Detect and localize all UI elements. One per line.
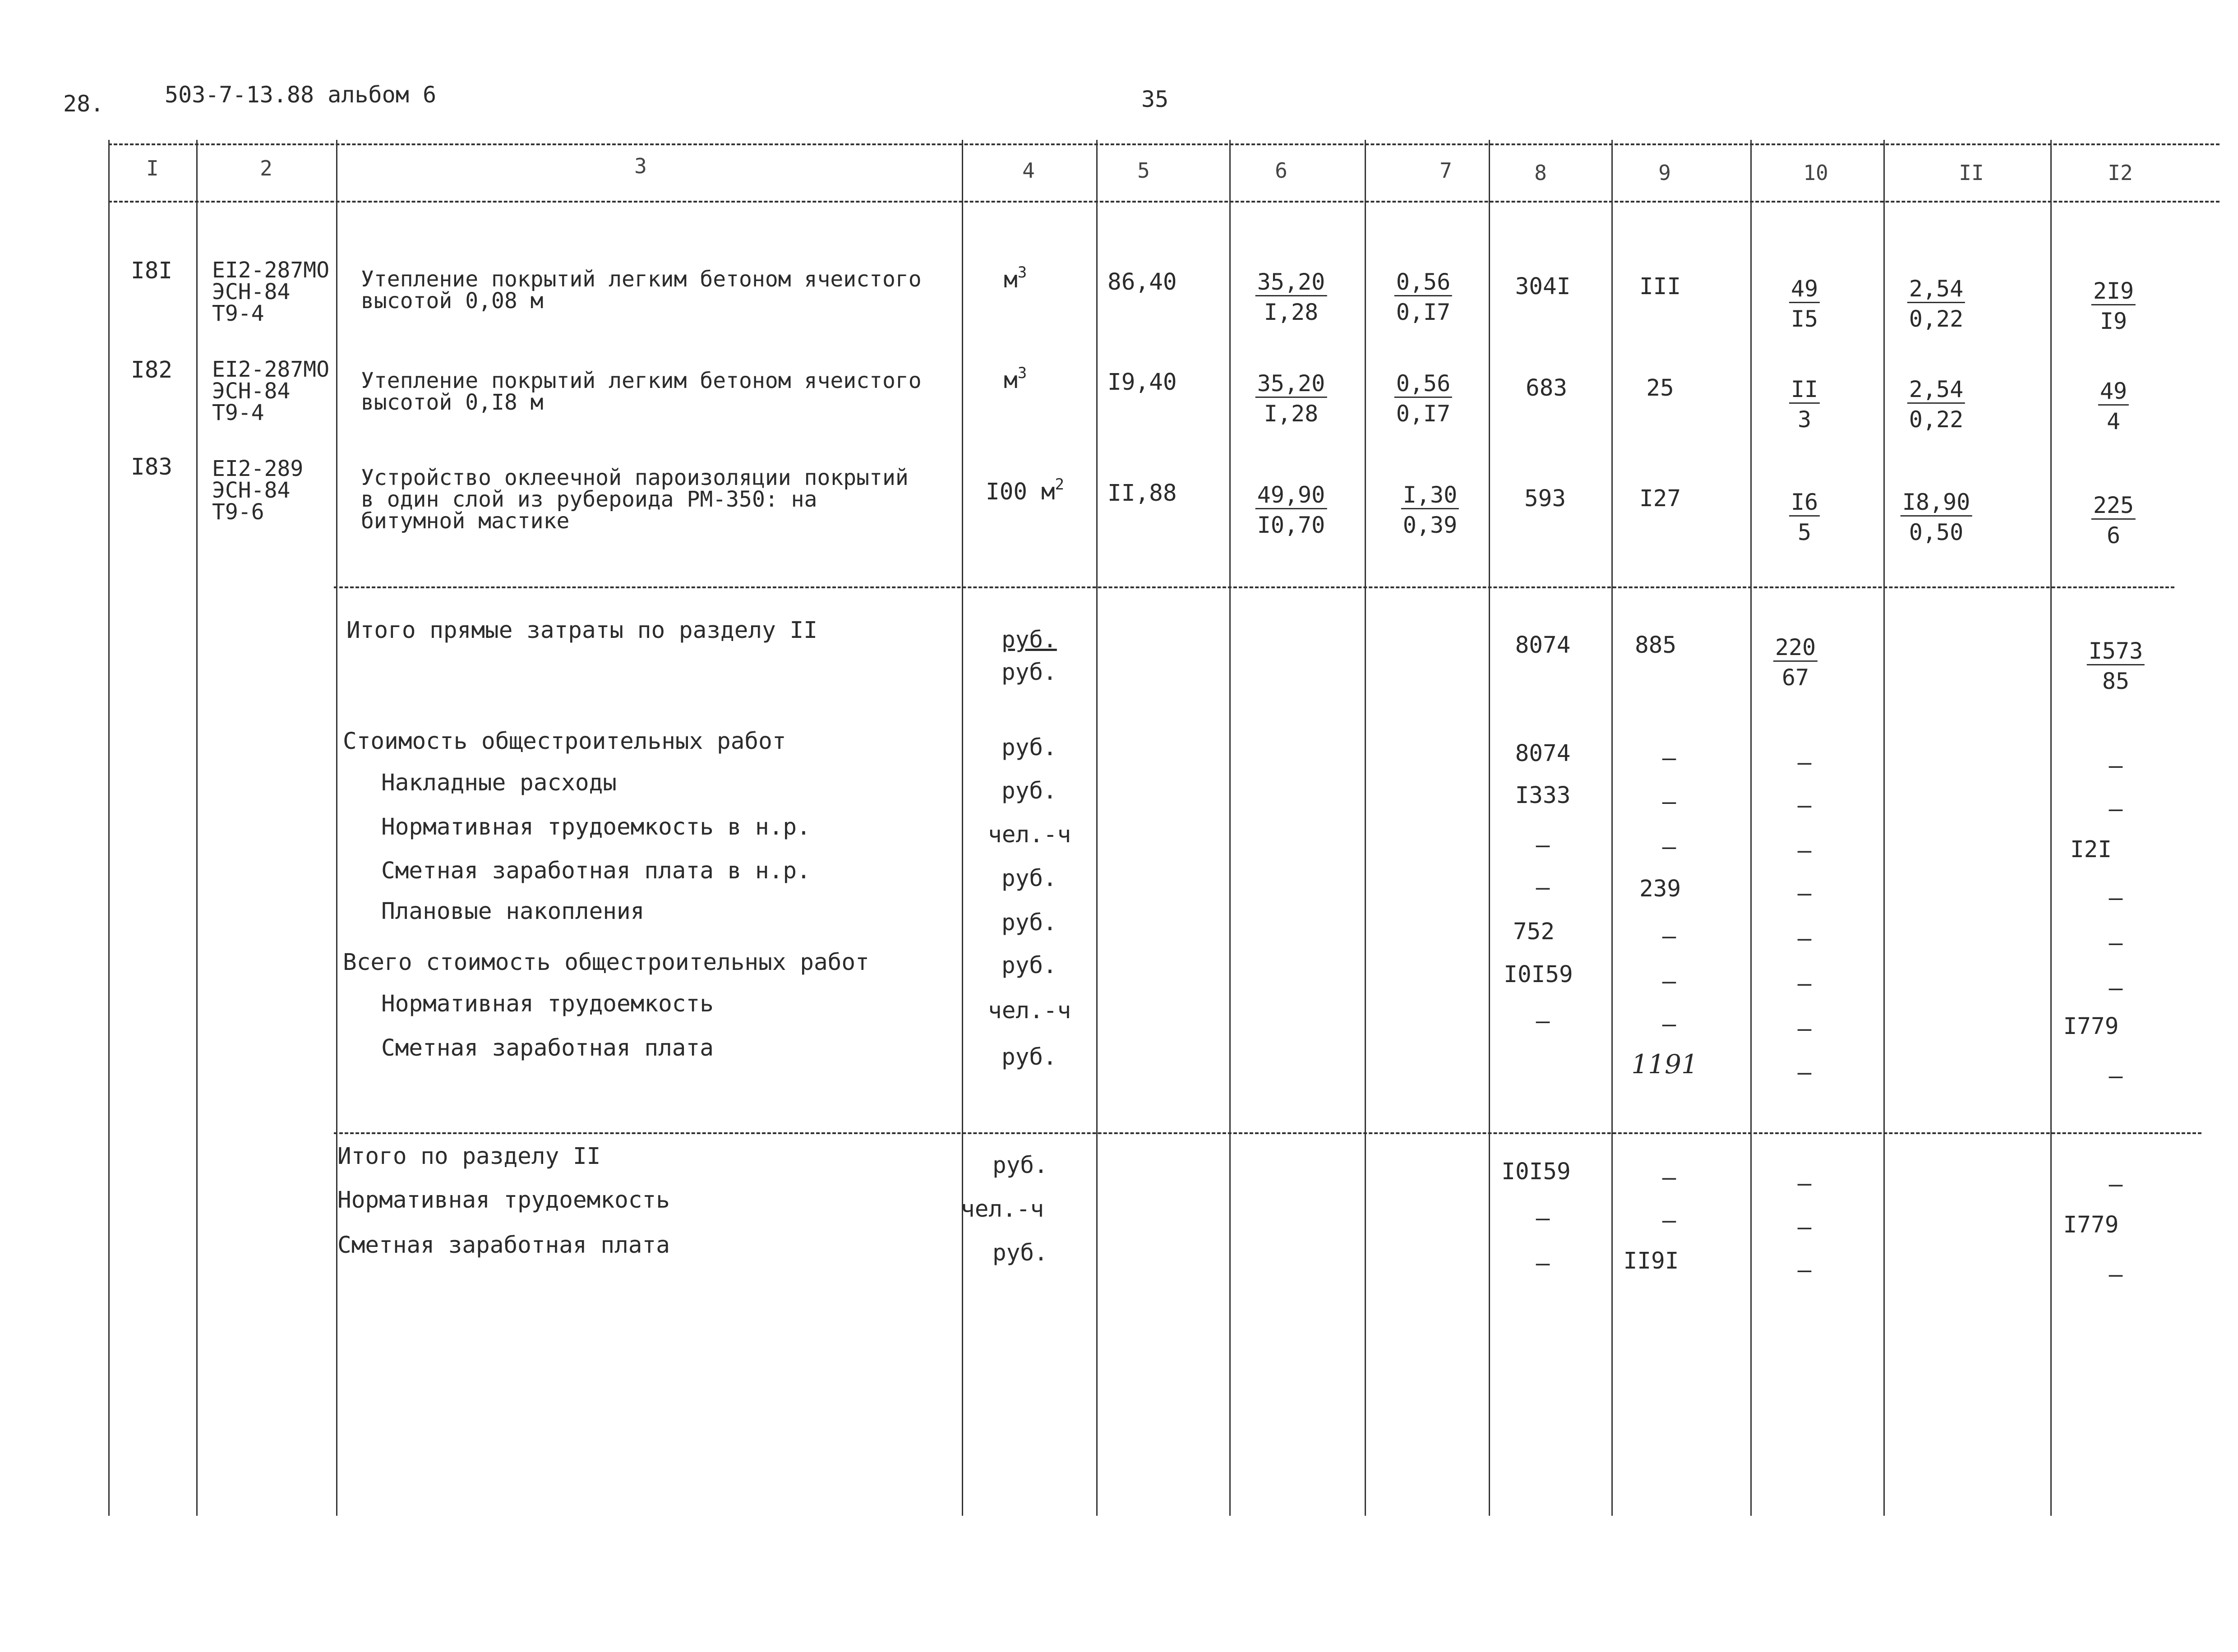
column-number: 4: [1022, 158, 1035, 183]
column-number: 6: [1275, 158, 1287, 183]
labour-total: $\frac{225}{6}$: [2091, 494, 2136, 547]
summary-label: Плановые накопления: [381, 898, 645, 925]
summary-c12: –: [2109, 1063, 2123, 1089]
summary-c10: –: [1797, 792, 1812, 819]
norm-code: EI2-287MO ЭCH-84 T9-4: [212, 258, 330, 326]
summary-label: Сметная заработная плата в н.р.: [381, 858, 811, 884]
summary-unit: руб.: [992, 1240, 1048, 1266]
summary-c9: –: [1662, 968, 1676, 995]
summary-unit: руб.: [1001, 627, 1057, 653]
summary-c8: I333: [1515, 782, 1571, 809]
summary-unit: чел.-ч: [961, 1196, 1044, 1223]
summary-label: Итого по разделу II: [337, 1143, 601, 1170]
summary-label: Итого прямые затраты по разделу II: [346, 617, 817, 644]
unit: $м^3$: [1004, 364, 1027, 394]
work-description: Устройство оклеечной пароизоляции покрытий в один слой из рубероида PM-350: на битумной мастике: [361, 465, 909, 534]
work-description: Утепление покрытий легким бетоном ячеистого высотой 0,I8 м: [361, 368, 922, 415]
summary-c9: –: [1662, 745, 1676, 771]
summary-label: Всего стоимость общестроительных работ: [343, 949, 869, 976]
quantity: I9,40: [1107, 369, 1177, 396]
summary-c8: –: [1536, 1205, 1550, 1232]
summary-c10: –: [1797, 749, 1812, 776]
unit-cost-machines: $\frac{0,56}{0,I7}$: [1394, 372, 1452, 425]
machines-cost: $\frac{II}{3}$: [1789, 378, 1820, 431]
quantity: 86,40: [1107, 269, 1177, 295]
summary-c12: I779: [2063, 1013, 2119, 1040]
summary-c10: –: [1797, 1059, 1812, 1086]
column-number: I2: [2108, 161, 2133, 185]
summary-unit: чел.-ч: [988, 997, 1071, 1024]
summary-c8: I0I59: [1504, 961, 1573, 988]
norm-code: EI2-289 ЭCH-84 T9-6: [212, 456, 304, 525]
summary-c12: –: [2109, 752, 2123, 779]
summary-c12: –: [2109, 885, 2123, 911]
wages: 25: [1646, 375, 1674, 401]
unit-cost-machines: $\frac{0,56}{0,I7}$: [1394, 271, 1452, 323]
summary-unit: руб.: [1001, 659, 1057, 686]
summary-label: Сметная заработная плата: [381, 1035, 714, 1061]
summary-unit: руб.: [1001, 952, 1057, 979]
unit-cost: $\frac{35,20}{I,28}$: [1255, 271, 1327, 323]
unit: I00 $м^2$: [986, 475, 1065, 505]
wages: III: [1639, 273, 1681, 300]
summary-unit: руб.: [1001, 909, 1057, 936]
labour-per-unit: $\frac{2,54}{0,22}$: [1907, 277, 1965, 330]
summary-c10: –: [1797, 837, 1812, 864]
column-number: II: [1959, 161, 1984, 185]
summary-c8: 8074: [1515, 632, 1571, 659]
summary-unit: руб.: [992, 1152, 1048, 1179]
summary-c10: –: [1797, 1257, 1812, 1283]
column-number: 7: [1440, 158, 1452, 183]
summary-c9: 885: [1634, 632, 1677, 659]
summary-c9-handwritten: 1191: [1631, 1049, 1698, 1080]
unit-cost: $\frac{35,20}{I,28}$: [1255, 372, 1327, 425]
row-number: I82: [131, 357, 173, 383]
summary-c10: –: [1797, 1015, 1812, 1042]
wages: I27: [1639, 485, 1681, 512]
summary-c10: –: [1797, 1170, 1812, 1197]
work-description: Утепление покрытий легким бетоном ячеистого высотой 0,08 м: [361, 267, 922, 314]
summary-c10: –: [1797, 880, 1812, 907]
summary-c12: –: [2109, 975, 2123, 1001]
summary-c10: –: [1797, 970, 1812, 997]
column-number: 9: [1658, 161, 1671, 185]
labour-total: $\frac{49}{4}$: [2098, 380, 2129, 433]
column-number: 10: [1803, 161, 1828, 185]
summary-c9: II9I: [1623, 1248, 1679, 1274]
summary-c8: –: [1536, 1008, 1550, 1034]
summary-c9: –: [1662, 789, 1676, 815]
column-number: 8: [1534, 161, 1547, 185]
column-number: 3: [634, 154, 647, 178]
machines-cost: $\frac{49}{I5}$: [1789, 277, 1820, 330]
summary-unit: руб.: [1001, 734, 1057, 761]
quantity: II,88: [1107, 480, 1177, 507]
norm-code: EI2-287MO ЭCH-84 T9-4: [212, 357, 330, 425]
column-number: I: [146, 156, 159, 180]
summary-label: Нормативная трудоемкость в н.р.: [381, 814, 811, 840]
summary-c10: –: [1797, 1214, 1812, 1241]
summary-label: Накладные расходы: [381, 770, 617, 796]
summary-c8: 8074: [1515, 740, 1571, 767]
summary-c8: –: [1536, 832, 1550, 858]
summary-c9: –: [1662, 1164, 1676, 1191]
summary-c12: –: [2109, 1261, 2123, 1288]
summary-label: Сметная заработная плата: [337, 1232, 670, 1259]
column-number: 5: [1137, 158, 1150, 183]
summary-label: Нормативная трудоемкость: [381, 991, 714, 1017]
summary-c9: 239: [1639, 876, 1681, 902]
total-cost: 593: [1524, 485, 1566, 512]
document-reference: 503-7-13.88 альбом 6: [165, 82, 437, 108]
machines-cost: $\frac{I6}{5}$: [1789, 491, 1820, 544]
summary-c12: –: [2109, 796, 2123, 822]
summary-c8: –: [1536, 1250, 1550, 1277]
summary-c12: I779: [2063, 1212, 2119, 1238]
summary-c10: $\frac{220}{67}$: [1773, 636, 1818, 689]
summary-c10: –: [1797, 925, 1812, 952]
summary-unit: чел.-ч: [988, 821, 1071, 848]
summary-c9: –: [1662, 1207, 1676, 1234]
summary-c9: –: [1662, 923, 1676, 950]
summary-c8: 752: [1513, 918, 1555, 945]
column-number: 2: [260, 156, 272, 180]
summary-unit: руб.: [1001, 778, 1057, 804]
summary-c12: –: [2109, 930, 2123, 956]
summary-unit: руб.: [1001, 1044, 1057, 1071]
unit-cost-machines: $\frac{I,30}{0,39}$: [1401, 484, 1459, 536]
summary-unit: руб.: [1001, 865, 1057, 892]
unit: $м^3$: [1004, 263, 1027, 293]
summary-c8: –: [1536, 874, 1550, 901]
summary-c12: I2I: [2070, 836, 2112, 863]
labour-total: $\frac{2I9}{I9}$: [2091, 280, 2136, 332]
summary-c12: $\frac{I573}{85}$: [2087, 640, 2145, 692]
summary-label: Нормативная трудоемкость: [337, 1187, 670, 1214]
page-mark: 28.: [63, 91, 104, 117]
summary-c8: I0I59: [1501, 1158, 1571, 1185]
summary-c9: –: [1662, 834, 1676, 860]
unit-cost: $\frac{49,90}{I0,70}$: [1255, 484, 1327, 536]
labour-per-unit: $\frac{2,54}{0,22}$: [1907, 378, 1965, 431]
total-cost: 683: [1525, 375, 1568, 401]
row-number: I83: [131, 454, 173, 480]
summary-c12: –: [2109, 1171, 2123, 1198]
summary-c9: –: [1662, 1011, 1676, 1038]
labour-per-unit: $\frac{I8,90}{0,50}$: [1901, 491, 1972, 544]
summary-label: Стоимость общестроительных работ: [343, 728, 786, 755]
page-number: 35: [1141, 86, 1169, 112]
total-cost: 304I: [1515, 273, 1571, 300]
row-number: I8I: [131, 258, 173, 284]
